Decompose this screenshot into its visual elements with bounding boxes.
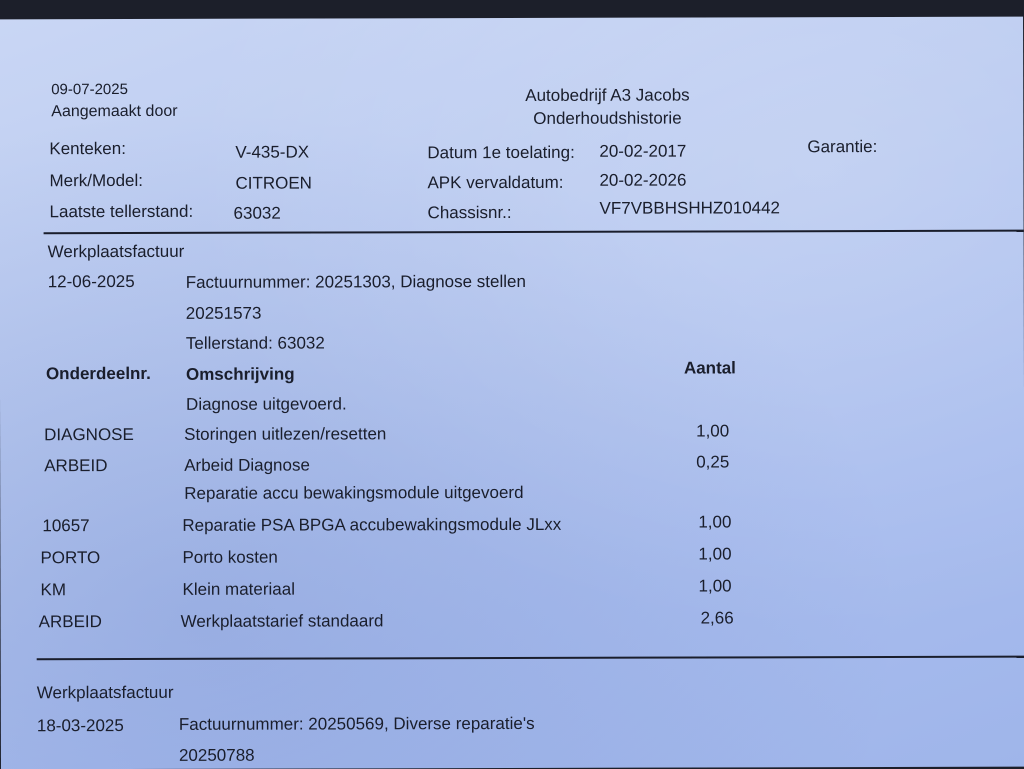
order-number: 20250788 [178,745,255,765]
line-item-quantity: 2,66 [700,608,734,628]
odometer-label: Laatste tellerstand: [49,201,194,222]
column-header-quantity: Aantal [683,358,736,378]
column-header-part: Onderdeelnr. [45,363,151,384]
make-value: CITROEN [235,173,312,193]
chassis-value: VF7VBBHSHHZ010442 [599,198,781,218]
first-registration-label: Datum 1e toelating: [427,142,575,163]
line-item-description: Reparatie accu bewakingsmodule uitgevoerd [184,482,524,503]
first-registration-value: 20-02-2017 [599,141,687,161]
line-item-part: ARBEID [44,456,108,476]
odometer-value: 63032 [233,203,281,223]
line-item-quantity: 1,00 [696,421,730,441]
line-item-quantity: 1,00 [698,512,732,532]
invoice-number-line: Factuurnummer: 20251303, Diagnose stellen [185,271,526,292]
invoice-type: Werkplaatsfactuur [47,241,185,262]
line-item-quantity: 1,00 [698,544,732,564]
line-item-part: 10657 [42,516,90,536]
line-item-description: Diagnose uitgevoerd. [186,394,347,414]
apk-value: 20-02-2026 [599,170,687,190]
created-by: Aangemaakt door [51,102,178,121]
line-item-description: Porto kosten [182,547,278,567]
invoice-number-line: Factuurnummer: 20250569, Diverse reparatie's [178,713,535,734]
invoice-odometer: Tellerstand: 63032 [185,333,325,353]
line-item-part: DIAGNOSE [44,424,134,445]
column-header-description: Omschrijving [185,364,295,384]
line-item-description: Klein materiaal [182,579,295,599]
invoice-type: Werkplaatsfactuur [36,682,174,703]
line-item-description: Reparatie PSA BPGA accubewakingsmodule JLxx [182,514,562,535]
line-item-part: KM [40,580,67,600]
print-date: 09-07-2025 [51,81,128,99]
line-item-quantity: 0,25 [696,452,730,472]
line-item-quantity: 1,00 [698,576,732,596]
plate-value: V-435-DX [235,142,310,162]
plate-label: Kenteken: [49,139,126,159]
invoice-date: 18-03-2025 [36,716,124,736]
line-item-part: PORTO [40,548,101,568]
paper-sheet [0,17,1024,769]
make-label: Merk/Model: [49,170,143,191]
chassis-label: Chassisnr.: [427,203,512,223]
apk-label: APK vervaldatum: [427,172,564,193]
invoice-date: 12-06-2025 [47,271,135,292]
line-item-description: Arbeid Diagnose [184,455,310,475]
divider-top [44,230,1024,235]
company-name: Autobedrijf A3 Jacobs [525,85,690,105]
line-item-part: ARBEID [38,612,102,632]
divider-bottom [37,656,1024,661]
order-number: 20251573 [185,303,262,323]
line-item-description: Werkplaatstarief standaard [180,611,384,631]
warranty-label: Garantie: [807,137,878,157]
document-title: Onderhoudshistorie [533,108,682,128]
line-item-description: Storingen uitlezen/resetten [184,424,387,444]
